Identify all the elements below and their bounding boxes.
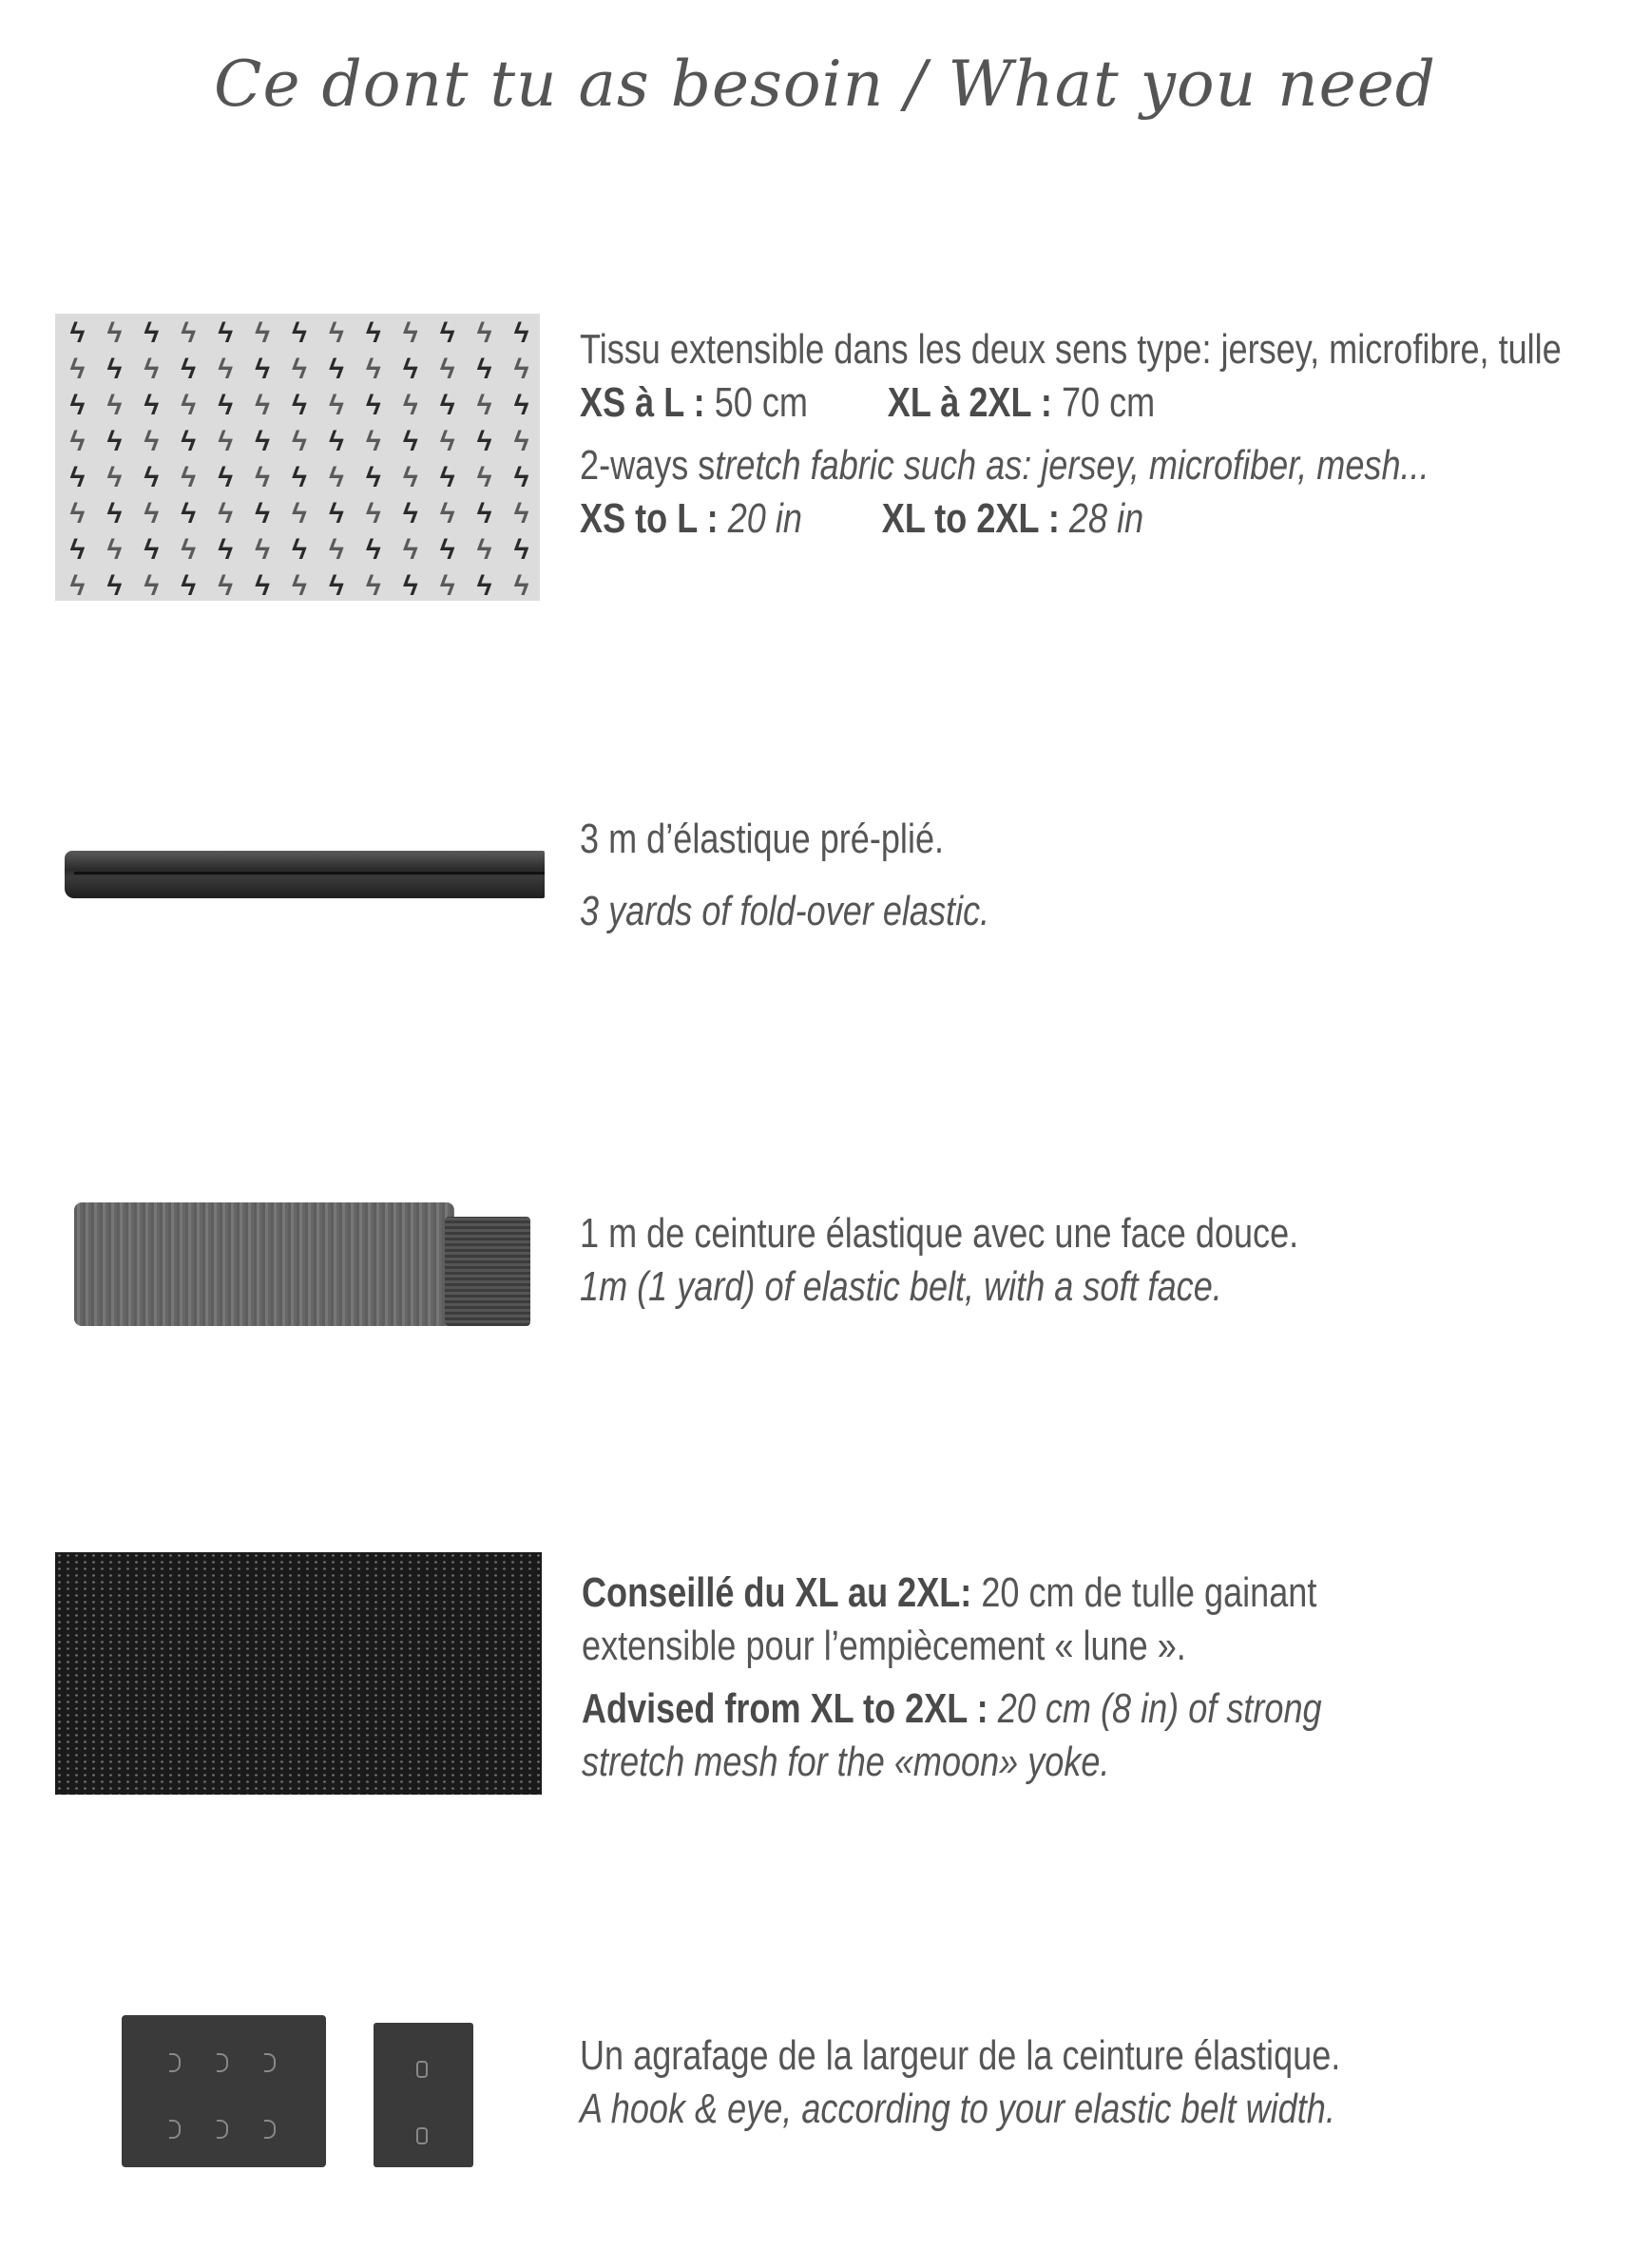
bolt-print: ϟ <box>292 390 307 421</box>
bolt-print: ϟ <box>255 390 271 421</box>
stretch-mesh-text <box>582 1566 1385 1789</box>
bolt-print: ϟ <box>181 462 197 493</box>
bolt-print: ϟ <box>69 317 86 349</box>
bolt-print: ϟ <box>328 462 344 493</box>
bolt-print: ϟ <box>144 570 160 601</box>
page-title: Ce dont tu as besoin / What you need <box>213 48 1437 121</box>
bolt-print: ϟ <box>476 534 492 566</box>
bolt-print: ϟ <box>218 317 234 349</box>
bolt-print: ϟ <box>476 317 492 349</box>
mesh-en-text: 20 cm (8 in) of strong stretch mesh for the «moon» yoke. <box>582 1685 1322 1785</box>
bolt-print: ϟ <box>365 534 381 566</box>
bolt-print: ϟ <box>365 317 381 349</box>
bolt-print: ϟ <box>106 462 123 493</box>
bolt-print: ϟ <box>69 570 86 601</box>
bolt-print: ϟ <box>402 317 418 349</box>
elastic-fr: 3 m d’élastique pré-plié. <box>580 816 945 862</box>
bolt-print: ϟ <box>328 534 344 566</box>
bolt-print: ϟ <box>476 390 492 421</box>
bolt-print: ϟ <box>181 390 197 421</box>
bolt-print: ϟ <box>255 317 271 349</box>
bolt-print: ϟ <box>69 426 86 457</box>
bolt-print: ϟ <box>144 317 160 349</box>
bolt-print: ϟ <box>439 498 455 529</box>
bolt-print: ϟ <box>402 390 418 421</box>
bolt-print: ϟ <box>328 317 344 349</box>
bolt-print: ϟ <box>328 498 344 529</box>
size-value: 70 cm <box>1061 379 1156 426</box>
desc-plain: 2-ways s <box>580 442 716 489</box>
bolt-print: ϟ <box>292 498 307 529</box>
bolt-print: ϟ <box>365 354 381 385</box>
mesh-fr <box>582 1566 1385 1673</box>
bolt-print: ϟ <box>218 426 234 457</box>
bolt-print: ϟ <box>218 462 234 493</box>
fabric-sizes-fr <box>580 376 1585 430</box>
bolt-print: ϟ <box>144 462 160 493</box>
item-hook-and-eye <box>0 2015 1650 2172</box>
bolt-print: ϟ <box>255 498 271 529</box>
bolt-print: ϟ <box>365 462 381 493</box>
bolt-print: ϟ <box>106 354 123 385</box>
bolt-print: ϟ <box>328 570 344 601</box>
bolt-print: ϟ <box>181 498 197 529</box>
bolt-print: ϟ <box>402 426 418 457</box>
size-label: XL à 2XL : <box>887 379 1052 426</box>
size-label: XL to 2XL : <box>881 495 1060 542</box>
hook-and-eye-text <box>580 2029 1585 2136</box>
bolt-print: ϟ <box>513 354 529 385</box>
bolt-print: ϟ <box>476 462 492 493</box>
bolt-print: ϟ <box>439 390 455 421</box>
stretch-fabric-text <box>580 323 1585 546</box>
belt-fr: 1 m de ceinture élastique avec une face douce. <box>580 1210 1299 1257</box>
hook-fr: Un agrafage de la largeur de la ceinture élastique. <box>580 2032 1341 2079</box>
size-label: XS à L : <box>580 379 705 426</box>
elastic-belt-text <box>580 1207 1585 1314</box>
bolt-print: ϟ <box>144 426 160 457</box>
bolt-print: ϟ <box>292 317 307 349</box>
mesh-en <box>582 1682 1385 1789</box>
bolt-print: ϟ <box>513 317 529 349</box>
bolt-print: ϟ <box>365 426 381 457</box>
bolt-print: ϟ <box>513 534 529 566</box>
bolt-print: ϟ <box>144 534 160 566</box>
bolt-print: ϟ <box>476 426 492 457</box>
fold-over-elastic-image <box>55 813 545 917</box>
bolt-print: ϟ <box>439 426 455 457</box>
bolt-print: ϟ <box>439 317 455 349</box>
item-fold-over-elastic <box>0 813 1650 934</box>
hook-en: A hook & eye, according to your elastic belt width. <box>580 2085 1335 2132</box>
bolt-print: ϟ <box>69 498 86 529</box>
bolt-print: ϟ <box>181 426 197 457</box>
bolt-print: ϟ <box>218 570 234 601</box>
fold-over-elastic-text <box>580 813 1585 938</box>
bolt-print: ϟ <box>513 390 529 421</box>
bolt-print: ϟ <box>439 534 455 566</box>
mesh-fr-text: 20 cm de tulle gainant extensible pour l’empiècement « lune ». <box>582 1569 1317 1669</box>
bolt-print: ϟ <box>476 498 492 529</box>
elastic-belt-image <box>55 1202 530 1326</box>
bolt-print: ϟ <box>513 426 529 457</box>
bolt-print: ϟ <box>181 354 197 385</box>
bolt-print: ϟ <box>292 570 307 601</box>
bolt-print: ϟ <box>69 534 86 566</box>
fabric-desc-en <box>580 439 1585 492</box>
elastic-en: 3 yards of fold-over elastic. <box>580 888 990 934</box>
bolt-print: ϟ <box>513 498 529 529</box>
bolt-print: ϟ <box>106 534 123 566</box>
bolt-print: ϟ <box>328 426 344 457</box>
bolt-print: ϟ <box>292 426 307 457</box>
bolt-print: ϟ <box>439 354 455 385</box>
size-label: XS to L : <box>580 495 719 542</box>
mesh-fr-label: Conseillé du XL au 2XL: <box>582 1569 972 1616</box>
belt-en: 1m (1 yard) of elastic belt, with a soft face. <box>580 1263 1222 1310</box>
bolt-print: ϟ <box>365 570 381 601</box>
bolt-print: ϟ <box>365 390 381 421</box>
bolt-print: ϟ <box>106 498 123 529</box>
bolt-print: ϟ <box>69 390 86 421</box>
bolt-print: ϟ <box>69 462 86 493</box>
bolt-print: ϟ <box>255 570 271 601</box>
bolt-print: ϟ <box>255 426 271 457</box>
bolt-print: ϟ <box>106 317 123 349</box>
bolt-print: ϟ <box>255 354 271 385</box>
bolt-print: ϟ <box>218 354 234 385</box>
desc-italic: tretch fabric such as: jersey, microfiber, mesh... <box>715 442 1429 489</box>
bolt-print: ϟ <box>328 354 344 385</box>
bolt-print: ϟ <box>476 354 492 385</box>
bolt-print: ϟ <box>402 354 418 385</box>
bolt-print: ϟ <box>218 534 234 566</box>
stretch-fabric-image <box>55 314 540 601</box>
bolt-print: ϟ <box>402 498 418 529</box>
bolt-print: ϟ <box>181 534 197 566</box>
bolt-print: ϟ <box>513 462 529 493</box>
bolt-print: ϟ <box>181 317 197 349</box>
bolt-print: ϟ <box>144 354 160 385</box>
bolt-print: ϟ <box>365 498 381 529</box>
bolt-print: ϟ <box>255 534 271 566</box>
bolt-print: ϟ <box>218 498 234 529</box>
bolt-print: ϟ <box>513 570 529 601</box>
bolt-print: ϟ <box>439 462 455 493</box>
item-elastic-belt <box>0 1202 1650 1326</box>
bolt-print: ϟ <box>476 570 492 601</box>
bolt-print: ϟ <box>292 534 307 566</box>
bolt-print: ϟ <box>439 570 455 601</box>
mesh-en-label: Advised from XL to 2XL : <box>582 1685 988 1732</box>
bolt-print: ϟ <box>218 390 234 421</box>
bolt-print: ϟ <box>255 462 271 493</box>
bolt-print: ϟ <box>181 570 197 601</box>
size-value: 20 in <box>727 495 802 542</box>
stretch-mesh-image <box>55 1552 542 1795</box>
hook-and-eye-image <box>55 2015 435 2172</box>
bolt-print: ϟ <box>106 390 123 421</box>
bolt-print: ϟ <box>144 390 160 421</box>
bolt-print: ϟ <box>402 462 418 493</box>
bolt-print: ϟ <box>328 390 344 421</box>
bolt-print: ϟ <box>402 570 418 601</box>
bolt-print: ϟ <box>402 534 418 566</box>
size-value: 50 cm <box>714 379 808 426</box>
bolt-print: ϟ <box>69 354 86 385</box>
size-value: 28 in <box>1068 495 1144 542</box>
fabric-sizes-en <box>580 492 1585 546</box>
bolt-print: ϟ <box>106 426 123 457</box>
bolt-print: ϟ <box>106 570 123 601</box>
fabric-desc-fr: Tissu extensible dans les deux sens type: jersey, microfibre, tulle <box>580 326 1562 373</box>
bolt-print: ϟ <box>144 498 160 529</box>
bolt-print: ϟ <box>292 354 307 385</box>
bolt-print: ϟ <box>292 462 307 493</box>
